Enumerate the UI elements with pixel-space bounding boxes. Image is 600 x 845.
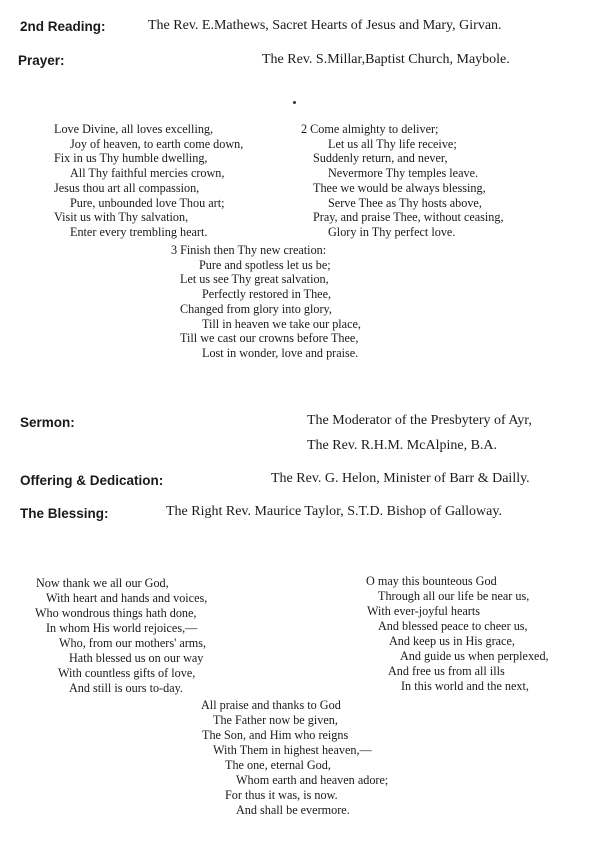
- reading-value: The Rev. E.Mathews, Sacret Hearts of Jesus and Mary, Girvan.: [148, 18, 502, 33]
- hymn-line: Jesus thou art all compassion,: [54, 180, 200, 195]
- hymn-line: And keep us in His grace,: [389, 634, 515, 648]
- hymn-line: Lost in wonder, love and praise.: [202, 345, 359, 360]
- hymn-line: And blessed peace to cheer us,: [378, 619, 528, 633]
- hymn-line: Pure and spotless let us be;: [199, 257, 331, 272]
- offering-label: Offering & Dedication:: [20, 473, 164, 488]
- hymn-line: Till in heaven we take our place,: [202, 316, 361, 331]
- hymn-line: O may this bounteous God: [366, 574, 497, 588]
- hymn-line: The one, eternal God,: [225, 758, 331, 772]
- hymn-line: Who, from our mothers' arms,: [59, 636, 207, 650]
- hymn-line: Perfectly restored in Thee,: [202, 287, 332, 302]
- hymn-line: The Father now be given,: [213, 713, 338, 727]
- hymn-line: Fix in us Thy humble dwelling,: [54, 151, 208, 166]
- hymn-line: Nevermore Thy temples leave.: [328, 166, 479, 181]
- hymn-line: Who wondrous things hath done,: [35, 606, 197, 620]
- sermon-label: Sermon:: [20, 415, 75, 430]
- hymn-line: Whom earth and heaven adore;: [236, 773, 389, 787]
- hymn-line: Let us see Thy great salvation,: [180, 272, 329, 287]
- sermon-value-line-1: The Moderator of the Presbytery of Ayr,: [307, 413, 532, 428]
- hymn-line: 2 Come almighty to deliver;: [301, 122, 439, 136]
- reading-label: 2nd Reading:: [20, 19, 106, 34]
- hymn-line: In whom His world rejoices,—: [46, 621, 198, 635]
- hymn-line: Love Divine, all loves excelling,: [54, 122, 214, 136]
- prayer-value: The Rev. S.Millar,Baptist Church, Maybole.: [262, 52, 510, 67]
- hymn-line: Pure, unbounded love Thou art;: [70, 195, 225, 210]
- blessing-value: The Right Rev. Maurice Taylor, S.T.D. Bishop of Galloway.: [166, 504, 502, 519]
- hymn-line: Let us all Thy life receive;: [328, 136, 457, 151]
- hymn-line: Serve Thee as Thy hosts above,: [328, 195, 482, 210]
- hymn-line: And still is ours to-day.: [69, 681, 183, 695]
- hymn-line: Now thank we all our God,: [36, 576, 169, 590]
- hymn-line: Pray, and praise Thee, without ceasing,: [313, 210, 504, 225]
- hymn-line: Hath blessed us on our way: [69, 651, 204, 665]
- hymn-line: Enter every trembling heart.: [70, 224, 208, 239]
- hymn-line: With Them in highest heaven,—: [213, 743, 372, 757]
- hymn-line: Joy of heaven, to earth come down,: [70, 136, 244, 151]
- hymn-line: With countless gifts of love,: [58, 666, 196, 680]
- hymn-line: Thee we would be always blessing,: [313, 180, 486, 195]
- decorative-dot: [293, 101, 296, 104]
- hymn-line: Visit us with Thy salvation,: [54, 210, 189, 225]
- hymn-line: Suddenly return, and never,: [313, 151, 448, 166]
- blessing-label: The Blessing:: [20, 506, 109, 521]
- hymn-line: And shall be evermore.: [236, 803, 350, 817]
- hymn-line: The Son, and Him who reigns: [202, 728, 349, 742]
- offering-value: The Rev. G. Helon, Minister of Barr & Dailly.: [271, 471, 530, 486]
- hymn-line: For thus it was, is now.: [225, 788, 338, 802]
- hymn-line: Till we cast our crowns before Thee,: [180, 331, 359, 346]
- hymn-line: And guide us when perplexed,: [400, 649, 549, 663]
- hymn-line: With heart and hands and voices,: [46, 591, 208, 605]
- hymn-line: And free us from all ills: [388, 664, 505, 678]
- hymn-line: In this world and the next,: [401, 679, 529, 693]
- hymn-line: With ever-joyful hearts: [367, 604, 480, 618]
- hymn-line: Changed from glory into glory,: [180, 301, 332, 316]
- hymn-line: 3 Finish then Thy new creation:: [171, 243, 327, 257]
- hymn-line: All Thy faithful mercies crown,: [70, 166, 225, 181]
- hymn-line: Through all our life be near us,: [378, 589, 530, 603]
- hymn-line: Glory in Thy perfect love.: [328, 224, 456, 239]
- hymn-line: All praise and thanks to God: [201, 698, 341, 712]
- prayer-label: Prayer:: [18, 53, 65, 68]
- sermon-value-line-2: The Rev. R.H.M. McAlpine, B.A.: [307, 438, 498, 453]
